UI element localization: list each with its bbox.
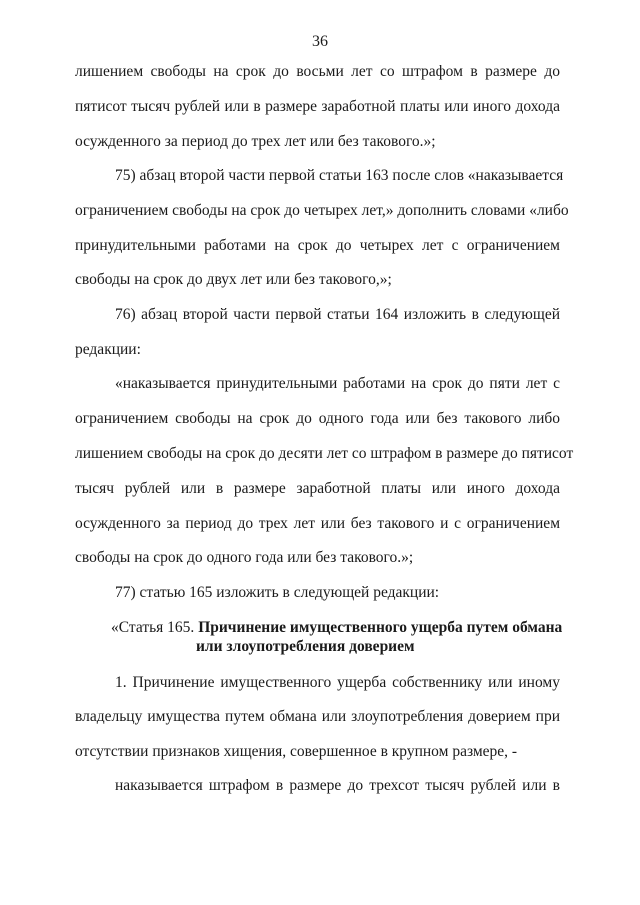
text-line: редакции: (75, 341, 141, 358)
article-heading-title: Причинение имущественного ущерба путем обмана (198, 619, 563, 636)
text-line: 76) абзац второй части первой статьи 164 изложить в следующей (115, 306, 560, 323)
article-heading-prefix: «Статья 165. (111, 619, 199, 636)
text-line: принудительными работами на срок до четырех лет с ограничением (75, 237, 560, 254)
text-line: 1. Причинение имущественного ущерба собственнику или иному (115, 674, 560, 691)
text-line: ограничением свободы на срок до одного года или без такового либо (75, 410, 560, 427)
text-line: лишением свободы на срок до восьми лет со штрафом в размере до (75, 63, 560, 80)
text-line: «наказывается принудительными работами на срок до пяти лет с (115, 375, 560, 392)
text-line: тысяч рублей или в размере заработной платы или иного дохода (75, 480, 560, 497)
text-line: осужденного за период до трех лет или без такового.»; (75, 133, 436, 150)
text-line: ограничением свободы на срок до четырех лет,» дополнить словами «либо (75, 202, 569, 219)
text-line: наказывается штрафом в размере до трехсот тысяч рублей или в (115, 777, 560, 794)
article-heading-title-continued: или злоупотребления доверием (196, 638, 415, 655)
text-line: осужденного за период до трех лет или без такового и с ограничением (75, 515, 560, 532)
page-number: 36 (312, 33, 328, 50)
text-line: 75) абзац второй части первой статьи 163 после слов «наказывается (115, 167, 564, 184)
text-line: свободы на срок до одного года или без такового.»; (75, 549, 414, 566)
article-heading (111, 618, 562, 638)
text-line: отсутствии признаков хищения, совершенное в крупном размере, - (75, 743, 518, 760)
text-line: пятисот тысяч рублей или в размере заработной платы или иного дохода (75, 98, 560, 115)
text-line: 77) статью 165 изложить в следующей редакции: (115, 584, 440, 601)
text-line: владельцу имущества путем обмана или злоупотребления доверием при (75, 708, 560, 725)
text-line: свободы на срок до двух лет или без такового,»; (75, 271, 392, 288)
text-line: лишением свободы на срок до десяти лет со штрафом в размере до пятисот (75, 445, 574, 462)
